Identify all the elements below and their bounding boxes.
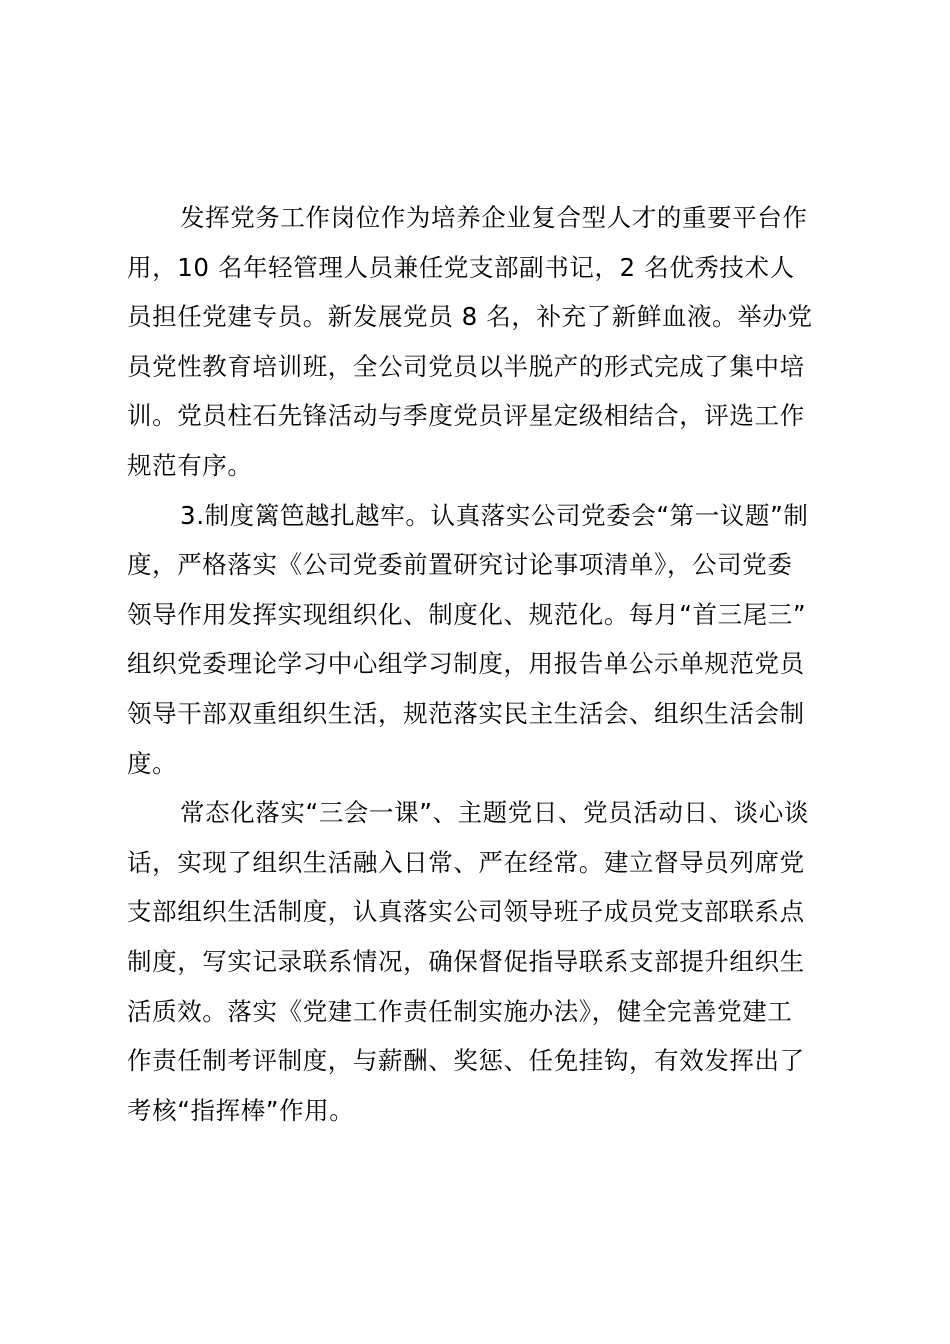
text-line: 度，严格落实《公司党委前置研究讨论事项清单》，公司党委 [127,550,793,580]
text-line: 组织党委理论学习中心组学习制度，用报告单公示单规范党员 [127,649,805,679]
text-line: 员担任党建专员。新发展党员 8 名，补充了新鲜血液。举办党 [127,302,813,332]
document-page [127,193,827,1135]
text-line: 作责任制考评制度，与薪酬、奖惩、任免挂钩，有效发挥出了 [127,1046,805,1076]
text-line: 制度，写实记录联系情况，确保督促指导联系支部提升组织生 [127,946,805,976]
text-line: 领导干部双重组织生活，规范落实民主生活会、组织生活会制 [127,698,805,728]
text-line: 考核“指挥棒”作用。 [127,1095,355,1125]
section-heading-line: 3.制度篱笆越扎越牢。认真落实公司党委会“第一议题”制 [180,500,809,530]
text-line: 领导作用发挥实现组织化、制度化、规范化。每月“首三尾三” [127,599,807,629]
text-line: 用，10 名年轻管理人员兼任党支部副书记，2 名优秀技术人 [127,252,795,282]
text-line: 发挥党务工作岗位作为培养企业复合型人才的重要平台作 [180,203,808,232]
text-line: 活质效。落实《党建工作责任制实施办法》，健全完善党建工 [127,996,793,1026]
text-line: 常态化落实“三会一课”、主题党日、党员活动日、谈心谈 [180,798,809,828]
text-line: 度。 [127,748,178,778]
text-line: 训。党员柱石先锋活动与季度党员评星定级相结合，评选工作 [127,401,805,431]
text-line: 规范有序。 [127,450,253,480]
text-line: 员党性教育培训班，全公司党员以半脱产的形式完成了集中培 [127,351,805,381]
text-line: 话，实现了组织生活融入日常、严在经常。建立督导员列席党 [127,847,805,877]
text-line: 支部组织生活制度，认真落实公司领导班子成员党支部联系点 [127,897,805,927]
paragraph-talent-platform [127,193,827,491]
paragraph-normalized-practice [127,788,827,1135]
paragraph-system-fence [127,491,827,789]
